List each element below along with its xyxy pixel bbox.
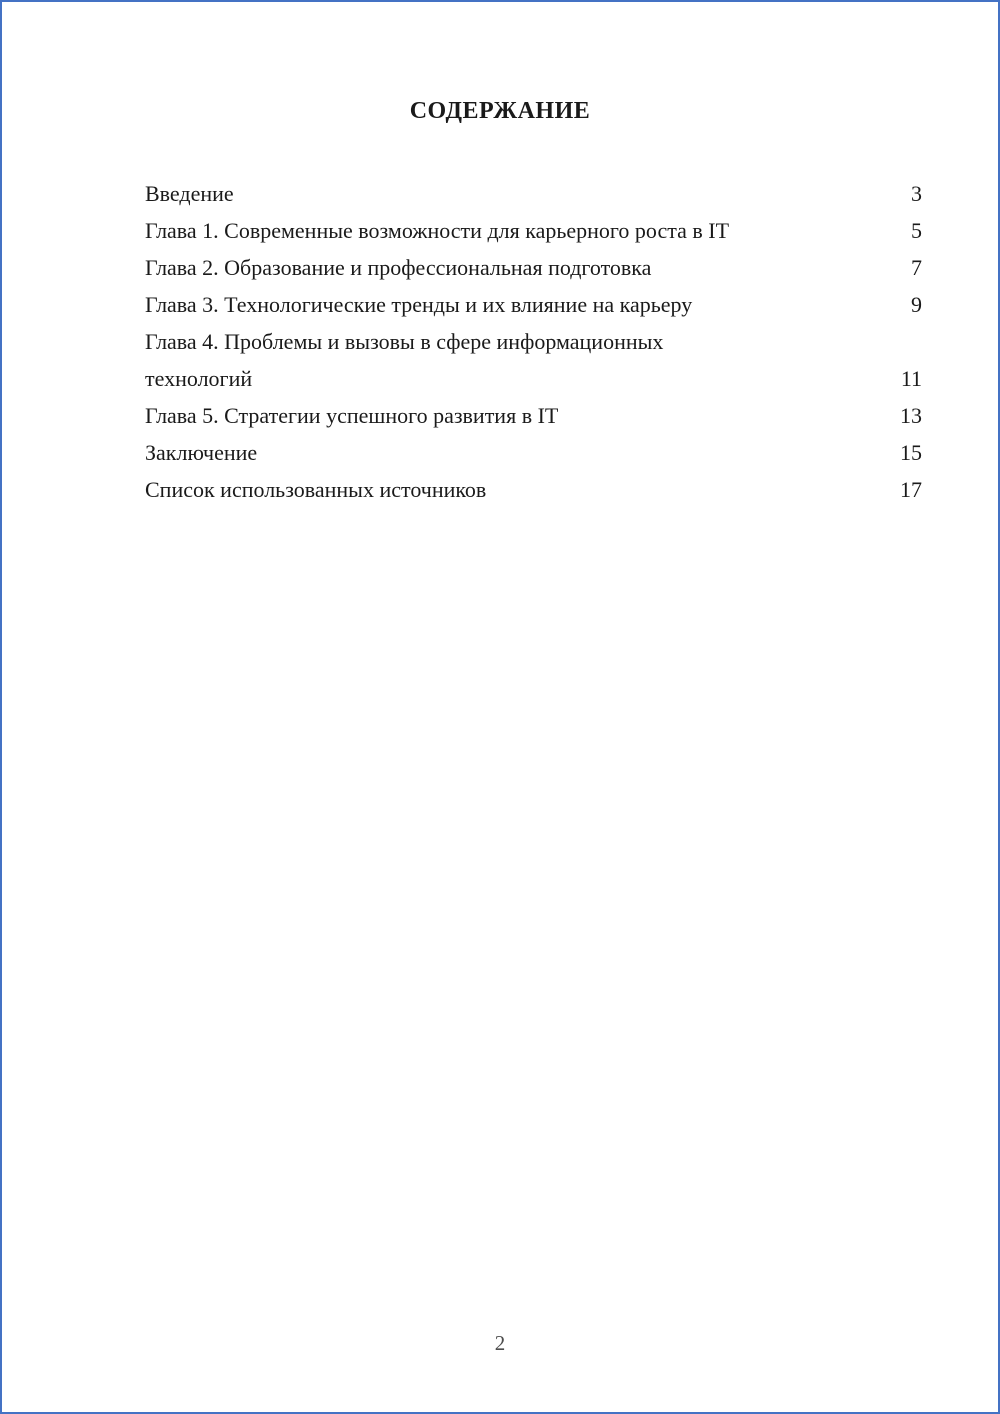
toc-entry [145,175,922,212]
toc-entry-page: 5 [911,218,922,243]
toc-entry [145,397,922,434]
toc-entry-page: 17 [900,477,922,502]
toc-entry [145,323,922,397]
toc-entry [145,212,922,249]
toc-entry [145,286,922,323]
toc-entry-label: Глава 5. Стратегии успешного развития в IT [145,403,559,428]
page-title: СОДЕРЖАНИЕ [409,98,591,124]
toc-entry-label: Глава 1. Современные возможности для карьерного роста в IT [145,218,730,243]
toc-entry-label: Введение [145,181,234,206]
toc-entry [145,249,922,286]
toc-entry [145,434,922,471]
toc-entry-label: Глава 4. Проблемы и вызовы в сфере информационных технологий [145,329,664,391]
toc-list [145,175,922,508]
toc-entry-label: Заключение [145,440,258,465]
page-number: 2 [494,1331,506,1355]
toc-entry-page: 7 [911,255,922,280]
toc-entry-label: Глава 2. Образование и профессиональная подготовка [145,255,652,280]
toc-entry-page: 15 [900,440,922,465]
toc-entry [145,471,922,508]
toc-entry-page: 9 [911,292,922,317]
toc-entry-label: Глава 3. Технологические тренды и их влияние на карьеру [145,292,693,317]
toc-entry-page: 11 [900,366,922,391]
document-page [2,98,998,1355]
toc-entry-label: Список использованных источников [145,477,487,502]
toc-entry-page: 3 [911,181,922,206]
toc-entry-page: 13 [900,403,922,428]
